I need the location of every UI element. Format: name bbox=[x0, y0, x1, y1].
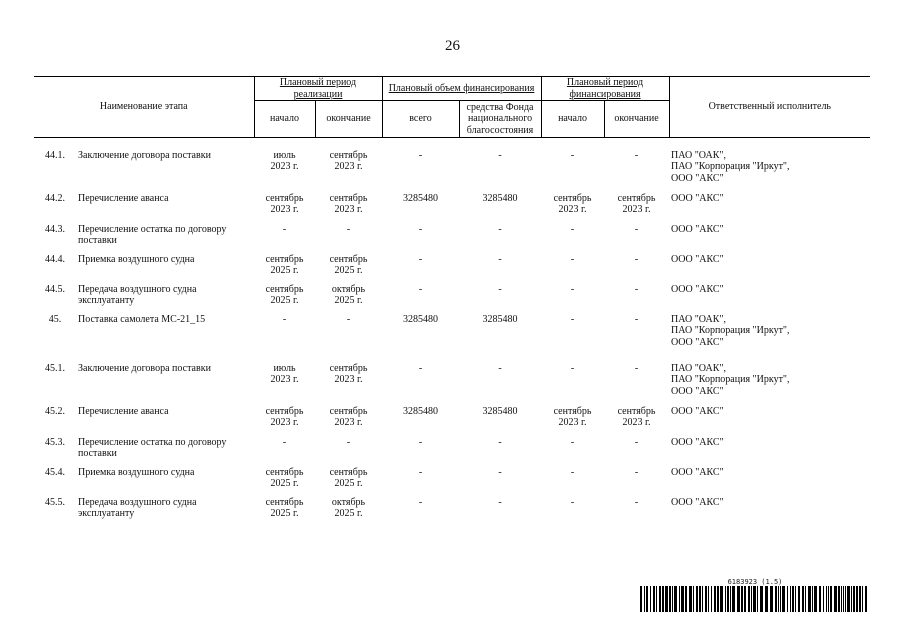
stages-table bbox=[34, 76, 870, 527]
financing-total: - bbox=[418, 283, 423, 295]
responsible: ПАО "ОАК", ПАО "Корпорация "Иркут", ООО "АКС" bbox=[671, 149, 790, 184]
realization-start: июль 2023 г. bbox=[270, 149, 299, 172]
financing-end: - bbox=[634, 283, 639, 295]
responsible: ПАО "ОАК", ПАО "Корпорация "Иркут", ООО "АКС" bbox=[671, 313, 790, 348]
financing-start: - bbox=[570, 436, 575, 448]
stage-number: 45.3. bbox=[45, 436, 65, 448]
realization-end: - bbox=[346, 313, 351, 325]
stage-name: Перечисление остатка по договору поставки bbox=[78, 436, 227, 459]
col-stage-name: Наименование этапа bbox=[34, 77, 254, 138]
document-id: 6183923 (1.5) bbox=[727, 578, 783, 586]
table-row bbox=[34, 497, 870, 527]
financing-total: 3285480 bbox=[403, 192, 439, 204]
table-row bbox=[34, 406, 870, 437]
financing-total: - bbox=[418, 149, 423, 161]
realization-start: - bbox=[282, 313, 287, 325]
financing-total: 3285480 bbox=[403, 405, 439, 417]
col-financing-end: окончание bbox=[604, 101, 669, 138]
financing-start: - bbox=[570, 466, 575, 478]
stage-name: Передача воздушного судна эксплуатанту bbox=[78, 496, 197, 519]
table-row bbox=[34, 284, 870, 314]
stage-number: 44.5. bbox=[45, 283, 65, 295]
responsible: ООО "АКС" bbox=[671, 253, 724, 265]
realization-end: сентябрь 2023 г. bbox=[329, 149, 368, 172]
realization-end: сентябрь 2023 г. bbox=[329, 405, 368, 428]
realization-start: - bbox=[282, 436, 287, 448]
financing-start: - bbox=[570, 223, 575, 235]
financing-total: 3285480 bbox=[403, 313, 439, 325]
financing-total: - bbox=[418, 253, 423, 265]
col-financing-total: всего bbox=[382, 101, 459, 138]
realization-start: сентябрь 2023 г. bbox=[265, 405, 304, 428]
col-plan-period-realization: Плановый период реализации bbox=[254, 77, 382, 101]
stage-name: Перечисление аванса bbox=[78, 192, 169, 204]
realization-start: сентябрь 2023 г. bbox=[265, 192, 304, 215]
col-responsible: Ответственный исполнитель bbox=[669, 77, 870, 138]
responsible: ООО "АКС" bbox=[671, 405, 724, 417]
realization-end: сентябрь 2025 г. bbox=[329, 253, 368, 276]
col-realization-start: начало bbox=[254, 101, 315, 138]
financing-fund: - bbox=[498, 496, 502, 508]
stage-name: Поставка самолета МС-21_15 bbox=[78, 313, 206, 325]
responsible: ПАО "ОАК", ПАО "Корпорация "Иркут", ООО "АКС" bbox=[671, 362, 790, 397]
col-financing-fund: средства Фонда национального благосостояния bbox=[459, 101, 541, 138]
stage-number: 44.1. bbox=[45, 149, 65, 161]
financing-fund: - bbox=[498, 362, 502, 374]
realization-start: сентябрь 2025 г. bbox=[265, 496, 304, 519]
table-row bbox=[34, 193, 870, 224]
financing-fund: - bbox=[498, 149, 502, 161]
responsible: ООО "АКС" bbox=[671, 496, 724, 508]
table-row bbox=[34, 314, 870, 363]
financing-end: - bbox=[634, 362, 639, 374]
financing-end: - bbox=[634, 496, 639, 508]
financing-end: - bbox=[634, 149, 639, 161]
table-row bbox=[34, 467, 870, 497]
financing-end: сентябрь 2023 г. bbox=[617, 192, 656, 215]
financing-start: - bbox=[570, 283, 575, 295]
financing-fund: - bbox=[498, 253, 502, 265]
stage-number: 44.4. bbox=[45, 253, 65, 265]
col-realization-end: окончание bbox=[315, 101, 382, 138]
stage-name: Заключение договора поставки bbox=[78, 362, 211, 374]
financing-total: - bbox=[418, 436, 423, 448]
table-row bbox=[34, 150, 870, 193]
realization-end: октябрь 2025 г. bbox=[331, 283, 366, 306]
responsible: ООО "АКС" bbox=[671, 283, 724, 295]
financing-fund: - bbox=[498, 436, 502, 448]
financing-end: - bbox=[634, 313, 639, 325]
stage-number: 45.2. bbox=[45, 405, 65, 417]
realization-end: - bbox=[346, 436, 351, 448]
financing-end: сентябрь 2023 г. bbox=[617, 405, 656, 428]
realization-start: - bbox=[282, 223, 287, 235]
stage-name: Перечисление остатка по договору поставки bbox=[78, 223, 227, 246]
realization-end: сентябрь 2025 г. bbox=[329, 466, 368, 489]
responsible: ООО "АКС" bbox=[671, 223, 724, 235]
financing-total: - bbox=[418, 466, 423, 478]
table-row bbox=[34, 437, 870, 467]
financing-fund: 3285480 bbox=[482, 313, 518, 325]
realization-start: сентябрь 2025 г. bbox=[265, 253, 304, 276]
financing-fund: 3285480 bbox=[482, 405, 518, 417]
financing-total: - bbox=[418, 223, 423, 235]
financing-total: - bbox=[418, 362, 423, 374]
financing-fund: - bbox=[498, 466, 502, 478]
financing-end: - bbox=[634, 436, 639, 448]
stage-name: Приемка воздушного судна bbox=[78, 253, 195, 265]
stage-number: 45. bbox=[48, 313, 62, 325]
financing-start: - bbox=[570, 149, 575, 161]
financing-end: - bbox=[634, 223, 639, 235]
barcode-icon bbox=[640, 586, 870, 612]
col-plan-period-financing: Плановый период финансирования bbox=[541, 77, 669, 101]
financing-end: - bbox=[634, 466, 639, 478]
stage-name: Передача воздушного судна эксплуатанту bbox=[78, 283, 197, 306]
col-plan-volume-financing: Плановый объем финансирования bbox=[382, 77, 541, 101]
realization-end: сентябрь 2023 г. bbox=[329, 192, 368, 215]
financing-start: сентябрь 2023 г. bbox=[553, 192, 592, 215]
table-row bbox=[34, 224, 870, 254]
stage-number: 45.1. bbox=[45, 362, 65, 374]
financing-fund: - bbox=[498, 223, 502, 235]
financing-start: - bbox=[570, 313, 575, 325]
financing-start: - bbox=[570, 362, 575, 374]
stage-name: Заключение договора поставки bbox=[78, 149, 211, 161]
page-number: 26 bbox=[445, 38, 460, 54]
financing-total: - bbox=[418, 496, 423, 508]
financing-fund: 3285480 bbox=[482, 192, 518, 204]
stage-name: Перечисление аванса bbox=[78, 405, 169, 417]
responsible: ООО "АКС" bbox=[671, 466, 724, 478]
realization-start: сентябрь 2025 г. bbox=[265, 283, 304, 306]
stage-name: Приемка воздушного судна bbox=[78, 466, 195, 478]
financing-fund: - bbox=[498, 283, 502, 295]
financing-start: сентябрь 2023 г. bbox=[553, 405, 592, 428]
financing-start: - bbox=[570, 496, 575, 508]
stage-number: 44.3. bbox=[45, 223, 65, 235]
realization-end: октябрь 2025 г. bbox=[331, 496, 366, 519]
financing-start: - bbox=[570, 253, 575, 265]
realization-end: сентябрь 2023 г. bbox=[329, 362, 368, 385]
stage-number: 45.4. bbox=[45, 466, 65, 478]
financing-end: - bbox=[634, 253, 639, 265]
realization-start: июль 2023 г. bbox=[270, 362, 299, 385]
table-row bbox=[34, 254, 870, 284]
stage-number: 45.5. bbox=[45, 496, 65, 508]
table-row bbox=[34, 363, 870, 406]
responsible: ООО "АКС" bbox=[671, 436, 724, 448]
realization-end: - bbox=[346, 223, 351, 235]
realization-start: сентябрь 2025 г. bbox=[265, 466, 304, 489]
responsible: ООО "АКС" bbox=[671, 192, 724, 204]
stage-number: 44.2. bbox=[45, 192, 65, 204]
col-financing-start: начало bbox=[541, 101, 604, 138]
